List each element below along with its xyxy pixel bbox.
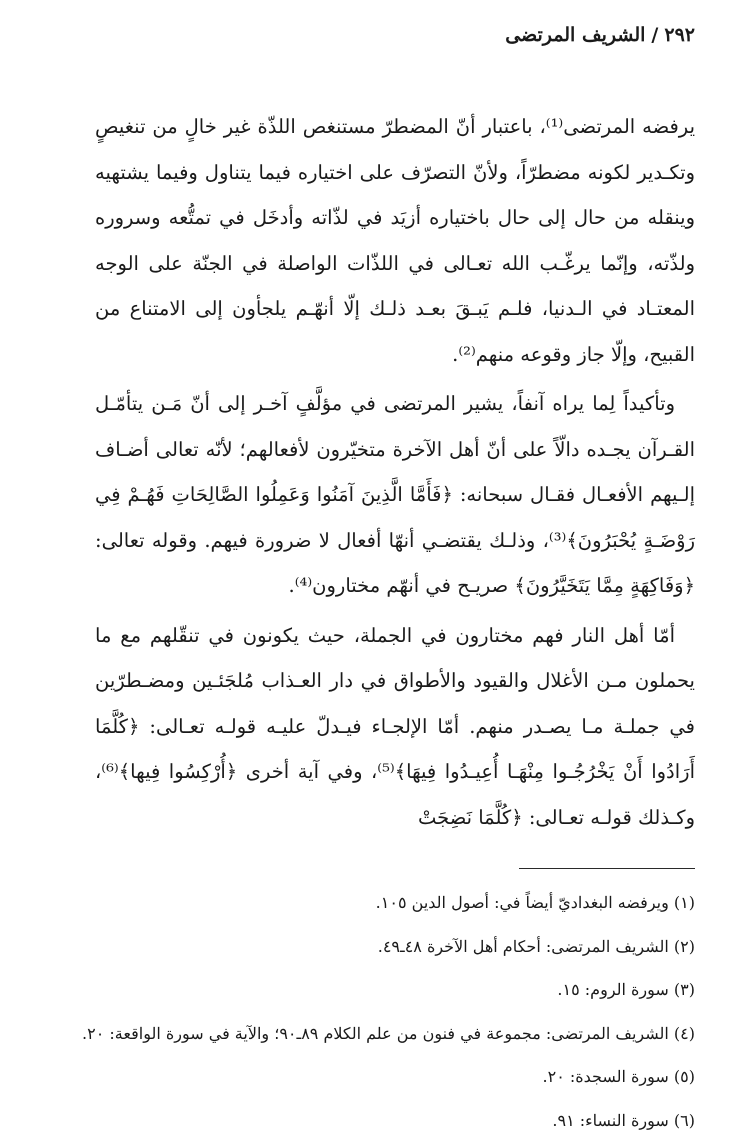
running-title: الشريف المرتضى xyxy=(505,24,645,46)
book-page xyxy=(95,24,695,1064)
footnote-1: (١) ويرفضه البغداديّ أيضاً في: أصول الدين ١٠٥. xyxy=(95,881,695,925)
footnote-3: (٣) سورة الروم: ١٥. xyxy=(95,968,695,1012)
footnote-5: (٥) سورة السجدة: ٢٠. xyxy=(95,1055,695,1099)
main-text xyxy=(95,104,695,840)
footnote-2: (٢) الشريف المرتضى: أحكام أهل الآخرة ٤٨ـ٤٩. xyxy=(95,925,695,969)
paragraph-3: أمّا أهل النار فهم مختارون في الجملة، حيث يكونون في تنقّلهم مع ما يحملون مـن الأغلال والقيود والأطواق في دار العـذاب مُلجَئـين ومضـطرّين في جملـة مـا يصـدر منهم. أمّا الإلجـاء فيـدلّ عليـه قولـه تعـالى: ﴿كُلَّمَا أَرَادُوا أَنْ يَخْرُجُـوا مِنْهَـا أُعِيـدُوا فِيهَا﴾⁽⁵⁾، وفي آية أخرى ﴿أُرْكِسُوا فِيها﴾⁽⁶⁾، وكـذلك قولـه تعـالى: ﴿كُلَّمَا نَضِجَتْ xyxy=(95,613,695,841)
footnote-6: (٦) سورة النساء: ٩١. xyxy=(95,1099,695,1142)
page-number: ٢٩٢ xyxy=(664,24,695,46)
header-separator: / xyxy=(651,24,658,46)
paragraph-1: يرفضه المرتضى⁽¹⁾، باعتبار أنّ المضطرّ مستنغص اللذّة غير خالٍ من تنغيصٍ وتكـدير لكونه مضطرّاً، ولأنّ التصرّف على اختياره فيما يتناول وفيما يشتهيه وينقله من حال إلى حال باختياره أزيَد في لذّاته وأدخَل في تمتُّعه وسروره ولذّته، وإنّما يرغّـب الله تعـالى في اللذّات الواصلة في الجنّة على الوجه المعتـاد في الـدنيا، فلـم يَبـقَ بعـد ذلـك إلّا أنهّـم يلجأون إلى الامتناع من القبيح، وإلّا جاز وقوعه منهم⁽²⁾. xyxy=(95,104,695,377)
footnote-separator-rule xyxy=(519,868,695,869)
footnote-4: (٤) الشريف المرتضى: مجموعة في فنون من علم الكلام ٨٩ـ٩٠؛ والآية في سورة الواقعة: ٢٠. xyxy=(95,1012,695,1056)
footnotes xyxy=(95,881,695,1142)
running-header xyxy=(95,24,695,62)
paragraph-2: وتأكيداً لِما يراه آنفاً، يشير المرتضى في مؤلَّفٍ آخـر إلى أنّ مَـن يتأمّـل القـرآن يجـده دالّاً على أنّ أهل الآخرة متخيّرون لأفعالهم؛ لأنّه تعالى أضـاف إلـيهم الأفعـال فقـال سبحانه: ﴿فَأَمَّا الَّذِينَ آمَنُوا وَعَمِلُوا الصَّالِحَاتِ فَهُـمْ فِي رَوْضَـةٍ يُحْبَرُونَ﴾⁽³⁾، وذلـك يقتضـي أنهّا أفعال لا ضرورة فيهم. وقوله تعالى: ﴿وَفَاكِهَةٍ مِمَّا يَتَخَيَّرُونَ﴾ صريـح في أنهّم مختارون⁽⁴⁾. xyxy=(95,381,695,609)
